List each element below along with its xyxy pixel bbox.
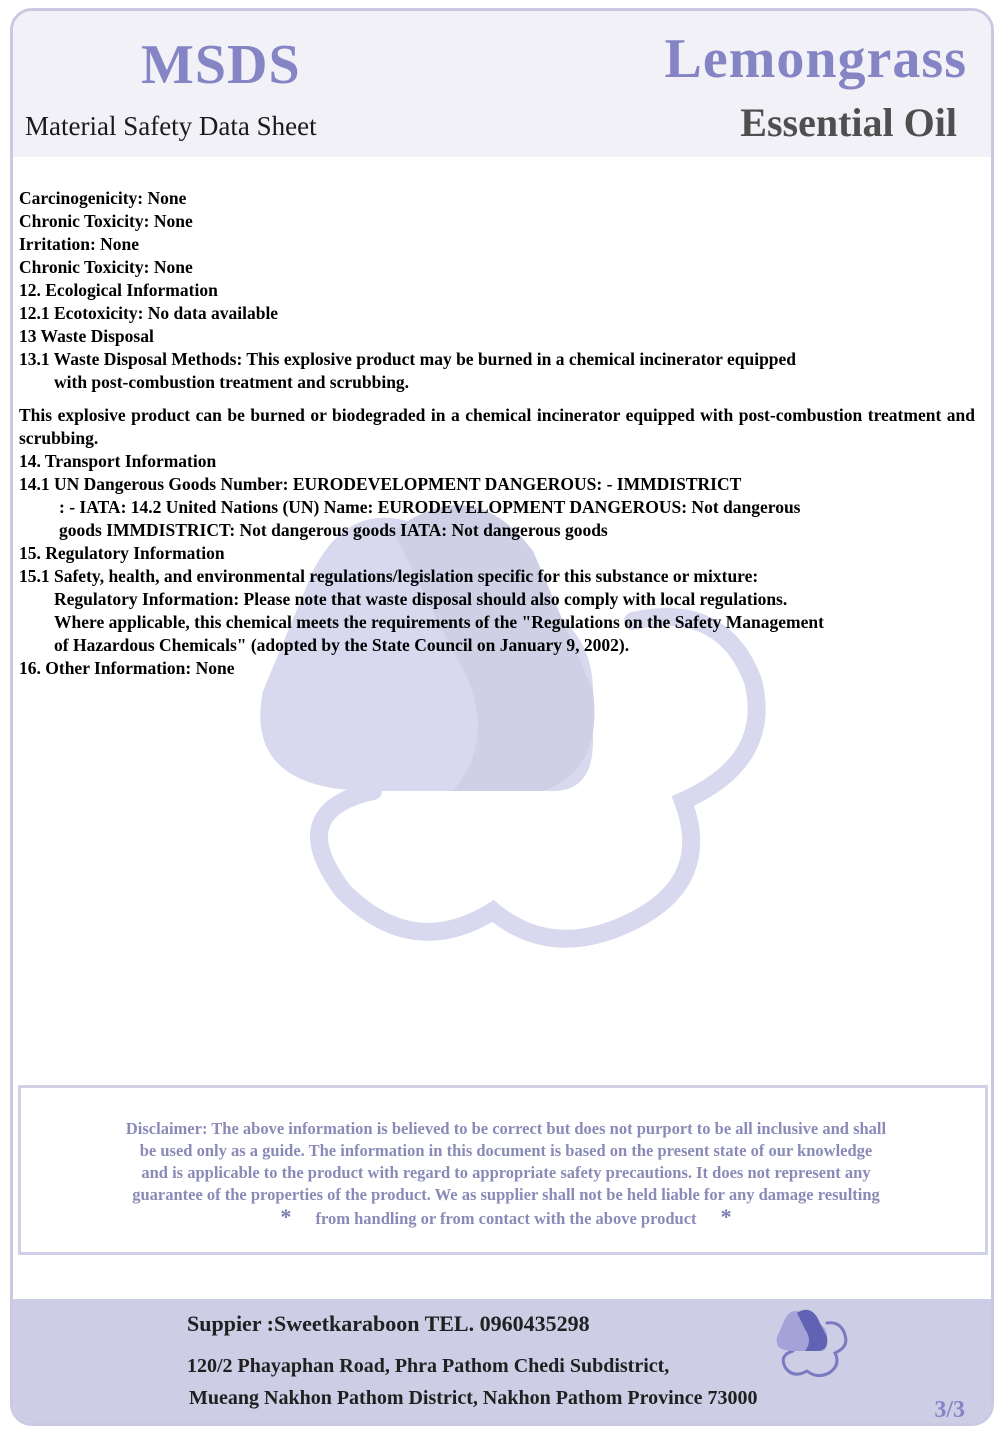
regulatory-line-4: of Hazardous Chemicals" (adopted by the State Council on January 9, 2002). bbox=[54, 635, 630, 655]
explosive-paragraph: This explosive product can be burned or biodegraded in a chemical incinerator equipped with post-combustion treatment and scrubbing. bbox=[19, 405, 975, 448]
regulatory-line-2: Regulatory Information: Please note that waste disposal should also comply with local regulations. bbox=[54, 589, 788, 609]
ecological-heading: 12. Ecological Information bbox=[19, 280, 218, 300]
star-left-icon: * bbox=[280, 1204, 292, 1229]
chronic-toxicity-line-2: Chronic Toxicity: None bbox=[19, 257, 193, 277]
disclaimer-line-2: be used only as a guide. The information in this document is based on the present state of our knowledge bbox=[139, 1141, 873, 1160]
other-info-line: 16. Other Information: None bbox=[19, 658, 235, 678]
page-number: 3/3 bbox=[934, 1397, 965, 1423]
carcinogenicity-line: Carcinogenicity: None bbox=[19, 188, 187, 208]
disclaimer-line-1: Disclaimer: The above information is believed to be correct but does not purport to be all inclusive and shall bbox=[125, 1119, 887, 1138]
star-right-icon: * bbox=[720, 1204, 732, 1229]
supplier-info bbox=[187, 1311, 590, 1337]
product-name: Lemongrass bbox=[664, 28, 967, 90]
address-line-2: Mueang Nakhon Pathom District, Nakhon Pathom Province 73000 bbox=[189, 1387, 758, 1409]
disclaimer-line-4: guarantee of the properties of the product. We as supplier shall not be held liable for any damage resulting bbox=[132, 1185, 880, 1204]
waste-methods-line: 13.1 Waste Disposal Methods: This explosive product may be burned in a chemical incinerator equipped bbox=[19, 349, 797, 369]
flower-logo-icon bbox=[773, 1307, 853, 1381]
supplier-tel: TEL. 0960435298 bbox=[424, 1311, 590, 1336]
irritation-line: Irritation: None bbox=[19, 234, 140, 254]
page-frame bbox=[10, 8, 994, 1426]
product-type: Essential Oil bbox=[740, 100, 957, 145]
regulatory-line-1: 15.1 Safety, health, and environmental regulations/legislation specific for this substance or mixture: bbox=[19, 566, 759, 586]
disclaimer-line-5: from handling or from contact with the above product bbox=[315, 1209, 697, 1228]
footer bbox=[13, 1299, 991, 1426]
regulatory-heading: 15. Regulatory Information bbox=[19, 543, 225, 563]
content-body bbox=[19, 187, 975, 680]
disclaimer-line-5-wrap bbox=[61, 1206, 951, 1230]
waste-methods-cont: with post-combustion treatment and scrubbing. bbox=[54, 372, 410, 392]
transport-line-2: : - IATA: 14.2 United Nations (UN) Name: EURODEVELOPMENT DANGEROUS: Not dangerous bbox=[59, 497, 801, 517]
chronic-toxicity-line: Chronic Toxicity: None bbox=[19, 211, 193, 231]
doc-title: MSDS bbox=[141, 34, 301, 96]
disclaimer-text bbox=[61, 1118, 951, 1230]
header bbox=[13, 11, 991, 157]
transport-line-1: 14.1 UN Dangerous Goods Number: EURODEVELOPMENT DANGEROUS: - IMMDISTRICT bbox=[19, 474, 742, 494]
disclaimer-line-3: and is applicable to the product with regard to appropriate safety precautions. It does not represent any bbox=[141, 1163, 871, 1182]
address-line-1: 120/2 Phayaphan Road, Phra Pathom Chedi Subdistrict, bbox=[187, 1355, 670, 1377]
supplier-label: Suppier :Sweetkaraboon bbox=[187, 1311, 420, 1336]
transport-heading: 14. Transport Information bbox=[19, 451, 217, 471]
waste-heading: 13 Waste Disposal bbox=[19, 326, 154, 346]
disclaimer-box bbox=[18, 1085, 988, 1255]
ecotoxicity-line: 12.1 Ecotoxicity: No data available bbox=[19, 303, 279, 323]
regulatory-line-3: Where applicable, this chemical meets the requirements of the "Regulations on the Safety Management bbox=[54, 612, 824, 632]
transport-line-3: goods IMMDISTRICT: Not dangerous goods IATA: Not dangerous goods bbox=[59, 520, 608, 540]
doc-subtitle: Material Safety Data Sheet bbox=[25, 111, 317, 141]
